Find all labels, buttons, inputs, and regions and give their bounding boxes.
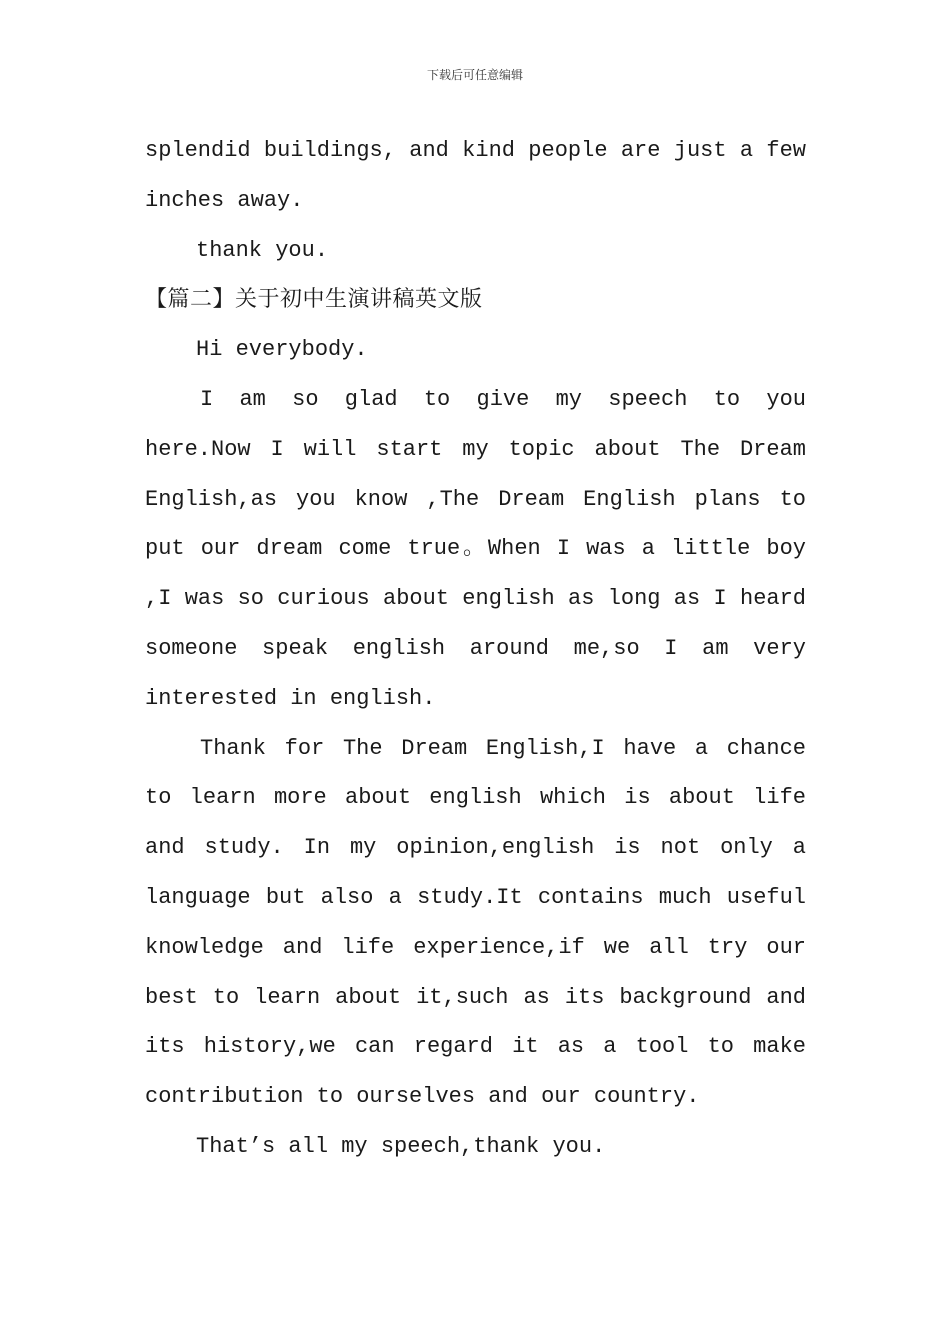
document-body bbox=[145, 126, 806, 1172]
paragraph-continuation: splendid buildings, and kind people are just a few inches away. bbox=[145, 138, 806, 213]
paragraph-thanks: thank you. bbox=[196, 237, 329, 263]
paragraph-closing: That’s all my speech,thank you. bbox=[196, 1133, 606, 1159]
section-heading: 【篇二】关于初中生演讲稿英文版 bbox=[145, 287, 483, 313]
paragraph-intro: I am so glad to give my speech to you here.Now I will start my topic about The Dream English,as you know ,The Dream English plans to put our dream come true。When I was a little boy ,I was so curious about english as long as I heard someone speak english around me,so I am very interested in english. bbox=[145, 386, 806, 711]
page-header: 下载后可任意编辑 bbox=[426, 68, 523, 82]
paragraph-greeting: Hi everybody. bbox=[196, 337, 368, 363]
paragraph-body: Thank for The Dream English,I have a chance to learn more about english which is about life and study. In my opinion,english is not only a language but also a study.It contains much useful knowledge and life experience,if we all try our best to learn about it,such as its background and its history,we can regard it as a tool to make contribution to ourselves and our country. bbox=[145, 735, 806, 1110]
